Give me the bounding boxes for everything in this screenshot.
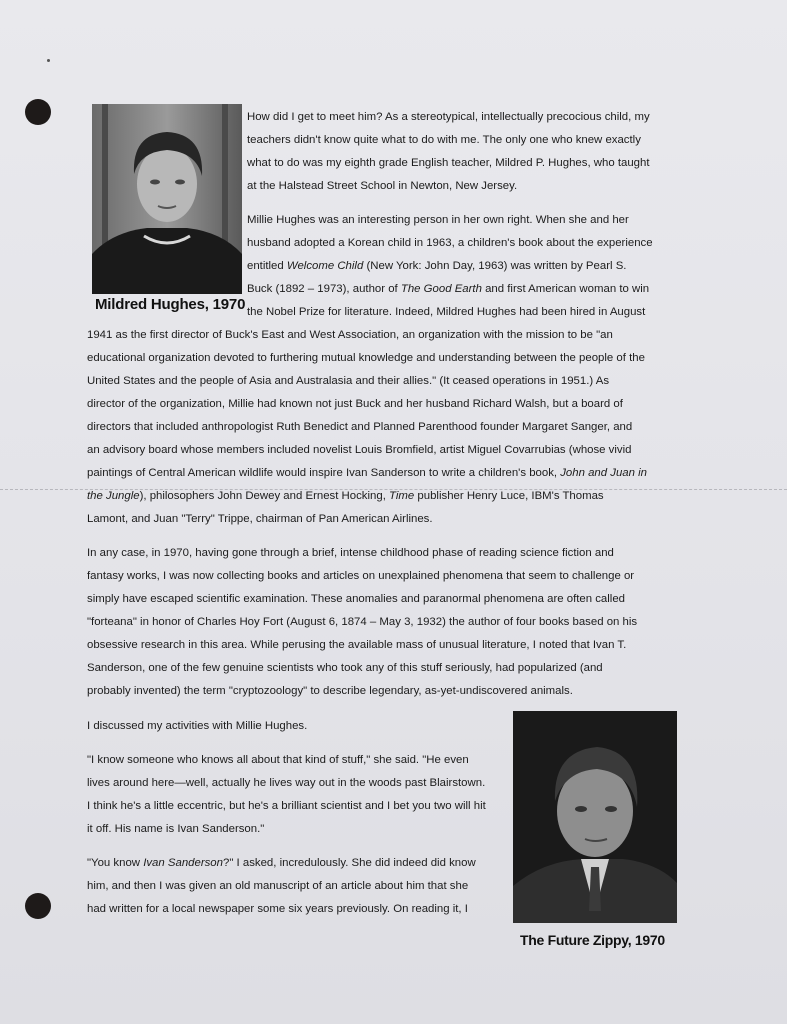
paper-speck — [47, 59, 50, 62]
text-line: the Jungle), philosophers John Dewey and Ernest Hocking, Time publisher Henry Luce, IBM's Thomas — [87, 490, 604, 502]
future-zippy-photo — [513, 711, 677, 923]
text-line: 1941 as the first director of Buck's East and West Association, an organization with the mission to be "an — [87, 329, 613, 341]
john-and-juan-title: John and Juan in — [560, 467, 647, 479]
ivan-sanderson-emphasis: Ivan Sanderson — [143, 857, 223, 869]
text-line: Millie Hughes was an interesting person in her own right. When she and her — [247, 214, 629, 226]
text-line: directors that included anthropologist Ruth Benedict and Planned Parenthood founder Margaret Sanger, and — [87, 421, 633, 433]
text-line: United States and the people of Asia and Australasia and their allies." (It ceased operations in 1951.) As — [87, 375, 610, 387]
text-line: had written for a local newspaper some six years previously. On reading it, I — [87, 903, 468, 915]
good-earth-title: The Good Earth — [400, 283, 482, 295]
text-line: I discussed my activities with Millie Hughes. — [87, 720, 308, 732]
text-line: husband adopted a Korean child in 1963, a children's book about the experience — [247, 237, 653, 249]
text-line: Buck (1892 – 1973), author of The Good Earth and first American woman to win — [247, 283, 650, 295]
mildred-hughes-photo — [92, 104, 242, 294]
text-line: probably invented) the term "cryptozoology" to describe legendary, as-yet-undiscovered animals. — [87, 685, 573, 697]
text-line: entitled Welcome Child (New York: John Day, 1963) was written by Pearl S. — [247, 260, 627, 272]
text-line: educational organization devoted to furthering mutual knowledge and understanding between the people of the — [87, 352, 645, 364]
text-line: obsessive research in this area. While perusing the available mass of unusual literature, I noted that Ivan T. — [87, 639, 627, 651]
text-line: the Nobel Prize for literature. Indeed, Mildred Hughes had been hired in August — [247, 306, 646, 318]
text-line: In any case, in 1970, having gone through a brief, intense childhood phase of reading science fiction and — [87, 547, 614, 559]
text-line: him, and then I was given an old manuscript of an article about him that she — [87, 880, 469, 892]
text-line: fantasy works, I was now collecting books and articles on unexplained phenomena that seem to challenge or — [87, 570, 635, 582]
text-line: "forteana" in honor of Charles Hoy Fort (August 6, 1874 – May 3, 1932) the author of four books based on his — [87, 616, 638, 628]
text-line: Lamont, and Juan "Terry" Trippe, chairman of Pan American Airlines. — [87, 513, 433, 525]
mildred-portrait-icon — [92, 104, 242, 294]
text-line: "You know Ivan Sanderson?" I asked, incredulously. She did indeed did know — [87, 857, 476, 869]
text-line: it off. His name is Ivan Sanderson." — [87, 823, 265, 835]
punch-hole-bottom — [25, 893, 51, 919]
text-line: Sanderson, one of the few genuine scientists who took any of this stuff seriously, had popularized (and — [87, 662, 603, 674]
text-line: paintings of Central American wildlife would inspire Ivan Sanderson to write a children's book, John and Juan in — [87, 467, 647, 479]
text-line: lives around here—well, actually he lives way out in the woods past Blairstown. — [87, 777, 486, 789]
text-line: an advisory board whose members included novelist Louis Bromfield, artist Miguel Covarrubias (whose vivid — [87, 444, 632, 456]
welcome-child-title: Welcome Child — [286, 260, 364, 272]
text-line: simply have escaped scientific examination. These anomalies and paranormal phenomena are often called — [87, 593, 625, 605]
text-line: what to do was my eighth grade English teacher, Mildred P. Hughes, who taught — [247, 157, 650, 169]
the-jungle-title: the Jungle — [87, 490, 140, 502]
text-line: teachers didn't know quite what to do with me. The only one who knew exactly — [247, 134, 641, 146]
mildred-caption: Mildred Hughes, 1970 — [95, 296, 246, 313]
punch-hole-top — [25, 99, 51, 125]
zippy-caption: The Future Zippy, 1970 — [520, 932, 665, 948]
time-title: Time — [389, 490, 415, 502]
text-line: at the Halstead Street School in Newton, New Jersey. — [247, 180, 518, 192]
text-line: director of the organization, Millie had known not just Buck and her husband Richard Walsh, but a board of — [87, 398, 623, 410]
text-line: I think he's a little eccentric, but he's a brilliant scientist and I bet you two will hit — [87, 800, 486, 812]
zippy-portrait-icon — [513, 711, 677, 923]
text-line: "I know someone who knows all about that kind of stuff," she said. "He even — [87, 754, 469, 766]
text-line: How did I get to meet him? As a stereotypical, intellectually precocious child, my — [247, 111, 650, 123]
